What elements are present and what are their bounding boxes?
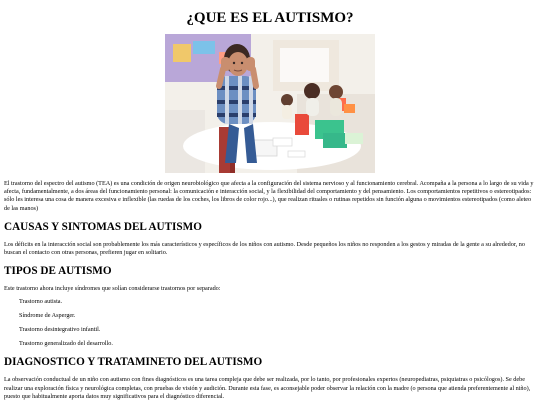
section-paragraph-diagnostico: La observación conductual de un niño con autismo con fines diagnósticos es una tarea compleja que debe ser realizada, por lo tanto, por profesionales expertos (neuropediatras, psiquiatras o psicólogos). Se debe realizar una exploración física y neurológica completas, con pruebas de visión y audición. Durante esta fase, es aconsejable poder observar la relación con la madre (o persona que atienda preferentemente al niño), puesto que habitualmente aporta datos muy significativos para el diagnóstico diferencial.: [4, 376, 531, 400]
section-heading-tipos: TIPOS DE AUTISMO: [4, 265, 112, 278]
hero-image: [165, 34, 375, 173]
hero-image-art: [165, 34, 375, 173]
section-heading-causas: CAUSAS Y SINTOMAS DEL AUTISMO: [4, 220, 202, 233]
intro-paragraph: El trastorno del espectro del autismo (TEA) es una condición de origen neurobiológico que afecta a la configuración del sistema nervioso y al funcionamiento cerebral. Acompaña a la persona a lo largo de su vida y afecta, fundamentalmente, a dos áreas del funcionamiento personal: la comunicación e interacción social, y la flexibilidad del comportamiento y del pensamiento. Los comportamientos repetitivos o estereotipados: sólo les interesa una cosa de manera excesiva e inflexible (las ruedas de los coches, los libros de color rojo...), que realizan rituales o rutinas repetidos sin función alguna o movimientos estereotipados (como aleteo de las manos): [4, 180, 534, 212]
section-heading-diagnostico: DIAGNOSTICO Y TRATAMINETO DEL AUTISMO: [4, 356, 263, 369]
autism-type-item: Trastorno generalizado del desarrollo.: [19, 340, 113, 348]
section-paragraph-tipos: Este trastorno ahora incluye síndromes que solían considerarse trastornos por separado:: [4, 285, 221, 293]
autism-type-item: Síndrome de Asperger.: [19, 312, 76, 320]
autism-types-list: [4, 298, 536, 348]
autism-type-item: Trastorno desintegrativo infantil.: [19, 326, 101, 334]
autism-type-item: Trastorno autista.: [19, 298, 63, 306]
section-paragraph-causas: Los déficits en la interacción social son probablemente los más característicos y específicos de los niños con autismo. Desde pequeños los niños no responden a los gestos y miradas de la gente a su alrededor, no buscan el contacto con otras personas, prefieren jugar en solitario.: [4, 240, 525, 257]
page-title: ¿QUE ES EL AUTISMO?: [186, 10, 354, 26]
